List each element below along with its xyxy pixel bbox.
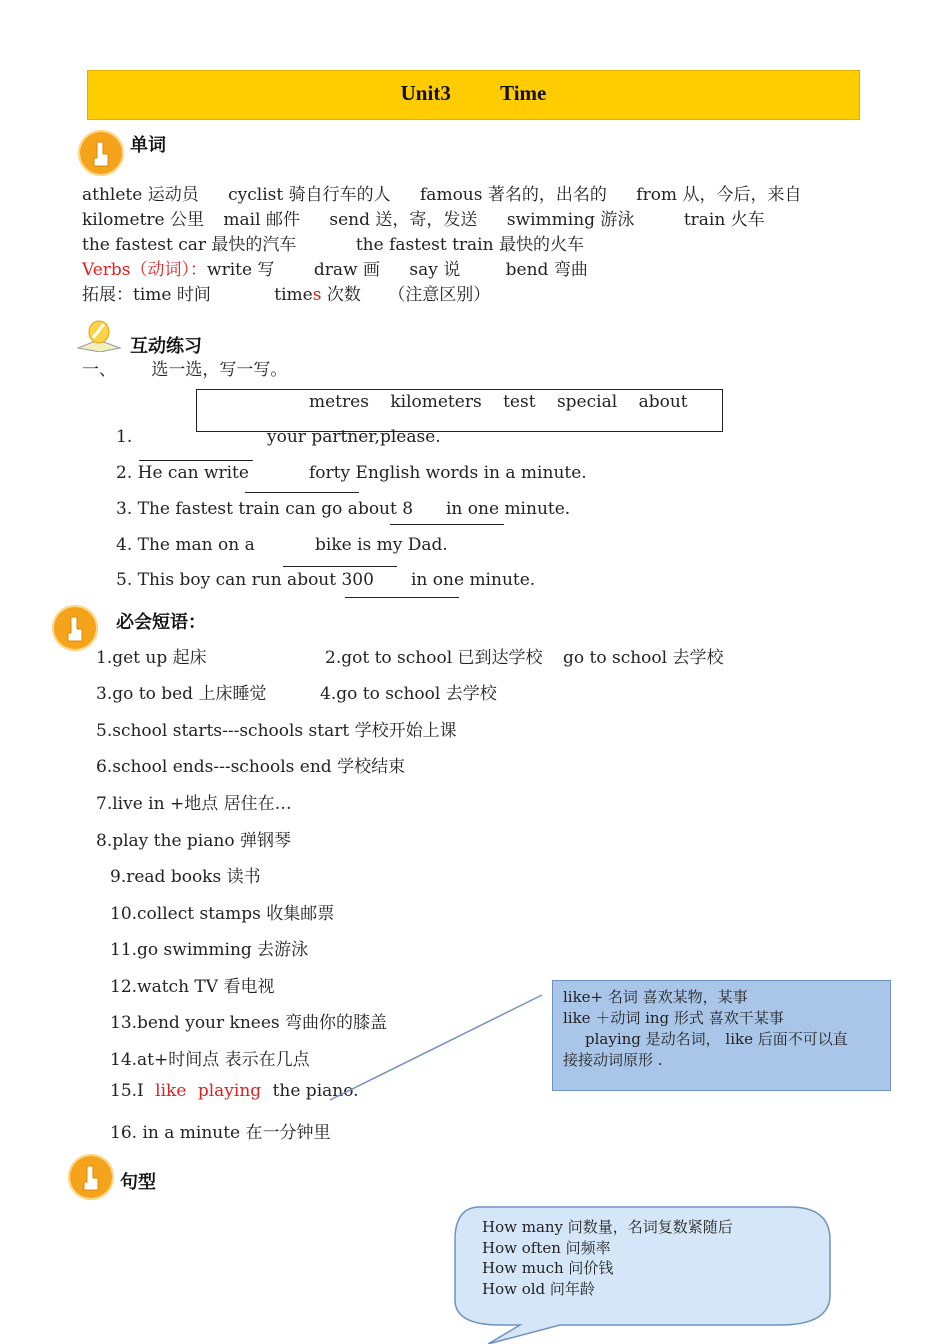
phrase-13: 13.bend your knees 弯曲你的膝盖: [110, 1013, 388, 1033]
phrase-6: 6.school ends---schools end 学校结束: [96, 757, 406, 777]
extension-label: 拓展：time 时间: [82, 285, 211, 305]
word-bank-item: special: [556, 392, 618, 412]
exercise-item-1-number: 1.: [116, 427, 133, 447]
verbs-label: Verbs（动词）：: [82, 260, 208, 280]
phrase-1: 1.get up 起床: [96, 648, 207, 668]
item-number: 2.: [116, 463, 133, 483]
extension-word: time: [274, 285, 313, 305]
exercise-number: 一、: [82, 360, 116, 380]
vocab-word: write 写: [207, 260, 275, 280]
highlight-playing: playing: [197, 1081, 262, 1101]
pattern-line: How old 问年龄: [482, 1279, 595, 1298]
note-line: like+ 名词 喜欢某物，某事: [563, 988, 748, 1006]
phrase-4: 4.go to school 去学校: [320, 684, 497, 704]
note-line: playing 是动名词， like 后面不可以直: [585, 1030, 848, 1048]
question-patterns: [482, 1217, 733, 1299]
exercise-item-1-text: your partner,please.: [267, 427, 441, 447]
vocab-word: send 送，寄，发送: [329, 210, 478, 230]
vocab-word: kilometre 公里: [82, 210, 205, 230]
exercise-instruction: 选一选，写一写。: [151, 360, 288, 380]
item-number: 4.: [116, 535, 133, 555]
plural-suffix: s: [312, 285, 322, 305]
pattern-line: How often 问频率: [482, 1238, 611, 1257]
vocab-word: athlete 运动员: [82, 185, 199, 205]
phrase-16: 16. in a minute 在一分钟里: [110, 1123, 331, 1143]
phrase-12: 12.watch TV 看电视: [110, 977, 275, 997]
phrase-text: the piano.: [272, 1081, 359, 1101]
vocab-word: bend 弯曲: [505, 260, 588, 280]
highlight-like: like: [155, 1081, 187, 1101]
vocab-word: say 说: [409, 260, 461, 280]
item-text-before: The man on a: [137, 535, 255, 555]
section-vocab-heading: 单词: [130, 135, 166, 156]
vocab-word: famous 著名的，出名的: [420, 185, 607, 205]
item-number: 3.: [116, 499, 133, 519]
vocab-word: the fastest car 最快的汽车: [82, 235, 297, 255]
note-line: 接接动词原形 .: [563, 1051, 663, 1069]
vocab-word: draw 画: [313, 260, 380, 280]
item-text-before: He can write: [137, 463, 249, 483]
phrase-11: 11.go swimming 去游泳: [110, 940, 309, 960]
pattern-line: How many 问数量，名词复数紧随后: [482, 1218, 733, 1236]
phrase-2: 2.got to school 已到达学校: [325, 648, 543, 668]
section-practice-heading: 互动练习: [130, 336, 202, 357]
item-text-before: This boy can run about 300: [137, 570, 374, 590]
item-text-before: The fastest train can go about 8: [137, 499, 414, 519]
phrase-10: 10.collect stamps 收集邮票: [110, 904, 335, 924]
section-patterns-heading: 句型: [120, 1172, 156, 1193]
extension-meaning: 次数: [326, 285, 361, 305]
phrase-2b: go to school 去学校: [563, 648, 724, 668]
phrase-text: 15.I: [110, 1081, 144, 1101]
phrase-8: 8.play the piano 弹钢琴: [96, 831, 291, 851]
item-number: 5.: [116, 570, 133, 590]
exercise-item-4-after: bike is my Dad.: [315, 535, 448, 555]
phrase-7: 7.live in +地点 居住在…: [96, 794, 292, 814]
word-bank-item: kilometers: [390, 392, 482, 412]
word-bank-item: test: [503, 392, 536, 412]
exercise-item-2-after: forty English words in a minute.: [309, 463, 587, 483]
note-line: like ＋动词 ing 形式 喜欢干某事: [563, 1009, 784, 1027]
exercise-item-5-after: in one minute.: [411, 570, 536, 590]
exercise-item-3-after: in one minute.: [446, 499, 571, 519]
vocab-word: from 从，今后，来自: [636, 185, 802, 205]
word-bank-item: metres: [309, 392, 369, 412]
phrase-14: 14.at+时间点 表示在几点: [110, 1050, 310, 1070]
phrase-3: 3.go to bed 上床睡觉: [96, 684, 267, 704]
vocab-word: the fastest train 最快的火车: [355, 235, 584, 255]
extension-note: （注意区别）: [388, 285, 491, 305]
unit-number: Unit3: [400, 81, 451, 105]
vocab-word: swimming 游泳: [506, 210, 635, 230]
phrase-9: 9.read books 读书: [110, 867, 261, 887]
vocab-word: cyclist 骑自行车的人: [228, 185, 391, 205]
unit-topic: Time: [500, 81, 547, 105]
vocab-word: train 火车: [683, 210, 765, 230]
pattern-line: How much 问价钱: [482, 1259, 614, 1277]
section-phrases-heading: 必会短语：: [116, 612, 206, 633]
word-bank-item: about: [638, 392, 688, 412]
vocab-word: mail 邮件: [223, 210, 300, 230]
phrase-5: 5.school starts---schools start 学校开始上课: [96, 721, 457, 741]
